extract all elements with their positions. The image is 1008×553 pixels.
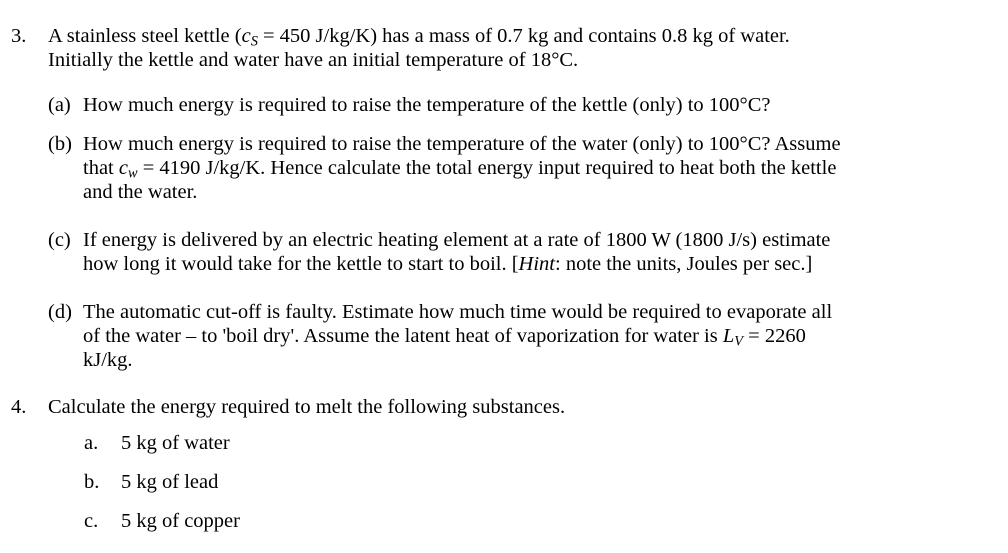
part-text: How much energy is required to raise the temperature of the kettle (only) to 100°C?: [83, 94, 771, 116]
part-text-line-3: kJ/kg.: [83, 349, 133, 371]
part-text-line-1: How much energy is required to raise the temperature of the water (only) to 100°C? Assume: [83, 133, 841, 155]
question-number: 3.: [11, 25, 27, 47]
question-number: 4.: [11, 396, 27, 418]
question-text: Calculate the energy required to melt the following substances.: [48, 396, 566, 418]
part-text-line-2: how long it would take for the kettle to start to boil. [Hint: note the units, Joules per sec.]: [83, 253, 813, 275]
part-label: (b): [48, 133, 72, 155]
part-text-line-1: The automatic cut-off is faulty. Estimate how much time would be required to evaporate all: [83, 301, 833, 323]
item-text: 5 kg of water: [121, 432, 230, 454]
part-label: (c): [48, 229, 71, 251]
question-line-2: Initially the kettle and water have an initial temperature of 18°C.: [48, 49, 579, 71]
item-label: b.: [84, 471, 100, 493]
item-text: 5 kg of copper: [121, 510, 240, 532]
item-label: a.: [84, 432, 99, 454]
part-label: (a): [48, 94, 71, 116]
part-label: (d): [48, 301, 72, 323]
question-line-1: A stainless steel kettle ($c_S = 450$ J/kg/K) has a mass of 0.7 kg and contains 0.8 kg of water.: [48, 25, 790, 50]
part-text-line-1: If energy is delivered by an electric heating element at a rate of 1800 W (1800 J/s) estimate: [83, 229, 831, 251]
part-text-line-2: that $c_w = 4190$ J/kg/K. Hence calculate the total energy input required to heat both the kettle: [83, 157, 837, 182]
item-label: c.: [84, 510, 99, 532]
item-text: 5 kg of lead: [121, 471, 219, 493]
part-text-line-3: and the water.: [83, 181, 198, 203]
question-text: [48, 24, 998, 72]
part-text-line-2: of the water – to 'boil dry'. Assume the latent heat of vaporization for water is $L_V = 2260$: [83, 325, 806, 350]
